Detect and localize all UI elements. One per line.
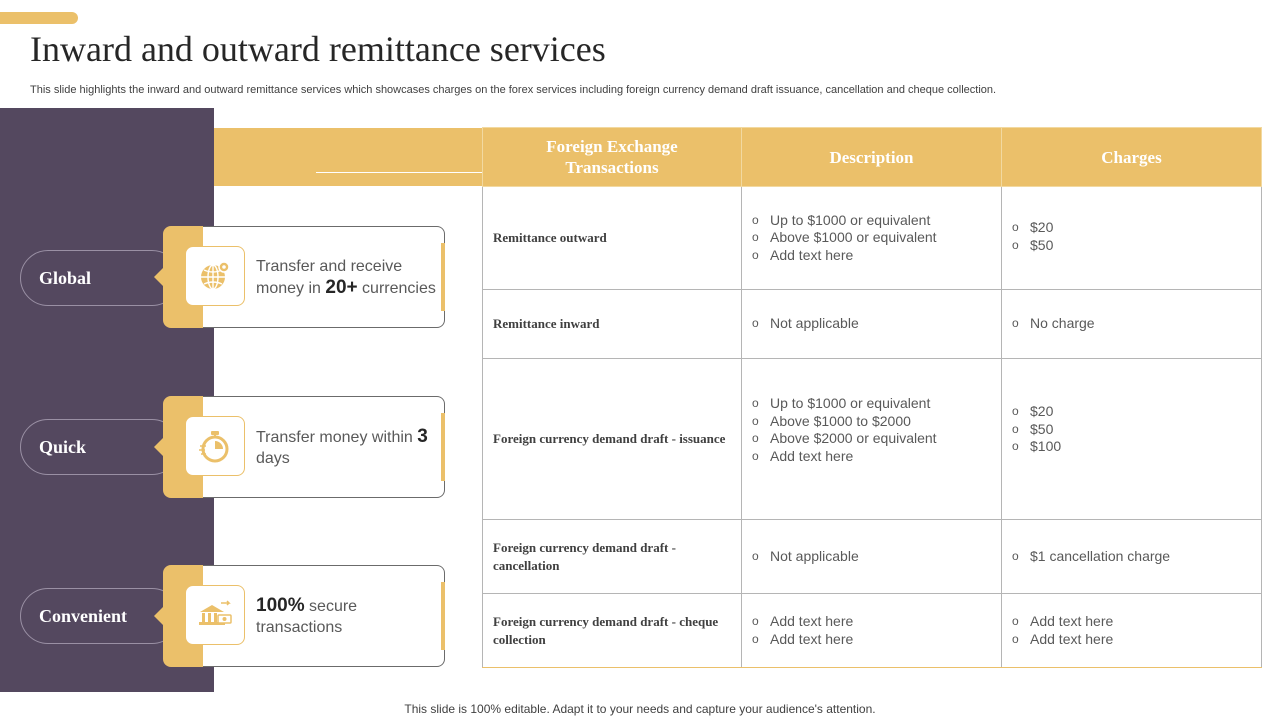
row-charges	[1002, 290, 1262, 359]
charge-item: o Add text here	[1012, 631, 1251, 649]
table-row	[483, 520, 1262, 594]
description-item: o Add text here	[752, 448, 991, 466]
feature-card-quick	[163, 396, 445, 498]
table-row	[483, 359, 1262, 520]
top-accent-bar	[0, 12, 78, 24]
feature-label-quick: Quick	[20, 419, 180, 475]
row-name: Foreign currency demand draft - cancellation	[483, 520, 742, 594]
row-description	[742, 187, 1002, 290]
charge-item: o $50	[1012, 237, 1251, 255]
row-description	[742, 359, 1002, 520]
row-charges	[1002, 187, 1262, 290]
description-item: o Not applicable	[752, 315, 991, 333]
footer-note: This slide is 100% editable. Adapt it to your needs and capture your audience's attention.	[404, 702, 876, 716]
header-transactions: Foreign Exchange Transactions	[483, 128, 742, 187]
header-charges: Charges	[1002, 128, 1262, 187]
feature-card-convenient	[163, 565, 445, 667]
row-name: Foreign currency demand draft - issuance	[483, 359, 742, 520]
row-charges	[1002, 359, 1262, 520]
description-item: o Up to $1000 or equivalent	[752, 395, 991, 413]
row-description	[742, 520, 1002, 594]
charge-item: o $20	[1012, 219, 1251, 237]
charge-item: o $100	[1012, 438, 1251, 456]
description-item: o Not applicable	[752, 548, 991, 566]
feature-label-convenient: Convenient	[20, 588, 180, 644]
description-item: o Add text here	[752, 631, 991, 649]
charge-item: o No charge	[1012, 315, 1251, 333]
charge-item: o $50	[1012, 421, 1251, 439]
bank-transfer-icon	[185, 585, 245, 645]
charge-item: o Add text here	[1012, 613, 1251, 631]
table-row	[483, 290, 1262, 359]
page-subtitle: This slide highlights the inward and outward remittance services which showcases charges on the forex services including foreign currency demand draft issuance, cancellation and cheque collection.	[30, 84, 997, 96]
globe-icon	[185, 246, 245, 306]
row-name: Remittance inward	[483, 290, 742, 359]
feature-text-convenient: 100% secure transactions	[256, 594, 358, 636]
feature-text-quick: Transfer money within 3 days	[256, 425, 428, 467]
table-row	[483, 594, 1262, 668]
remittance-table	[482, 127, 1262, 668]
charge-item: o $1 cancellation charge	[1012, 548, 1251, 566]
table-row	[483, 187, 1262, 290]
feature-text-global: Transfer and receive money in 20+ currencies	[256, 257, 436, 298]
row-charges	[1002, 520, 1262, 594]
row-description	[742, 594, 1002, 668]
page-title: Inward and outward remittance services	[30, 29, 606, 69]
stopwatch-icon	[185, 416, 245, 476]
description-item: o Above $1000 to $2000	[752, 413, 991, 431]
feature-card-global	[163, 226, 445, 328]
table-header-row	[483, 128, 1262, 187]
feature-label-global: Global	[20, 250, 180, 306]
row-description	[742, 290, 1002, 359]
charge-item: o $20	[1012, 403, 1251, 421]
description-item: o Above $1000 or equivalent	[752, 229, 991, 247]
description-item: o Add text here	[752, 613, 991, 631]
row-charges	[1002, 594, 1262, 668]
row-name: Foreign currency demand draft - cheque collection	[483, 594, 742, 668]
header-description: Description	[742, 128, 1002, 187]
header-band	[214, 128, 484, 186]
description-item: o Above $2000 or equivalent	[752, 430, 991, 448]
description-item: o Up to $1000 or equivalent	[752, 212, 991, 230]
description-item: o Add text here	[752, 247, 991, 265]
row-name: Remittance outward	[483, 187, 742, 290]
